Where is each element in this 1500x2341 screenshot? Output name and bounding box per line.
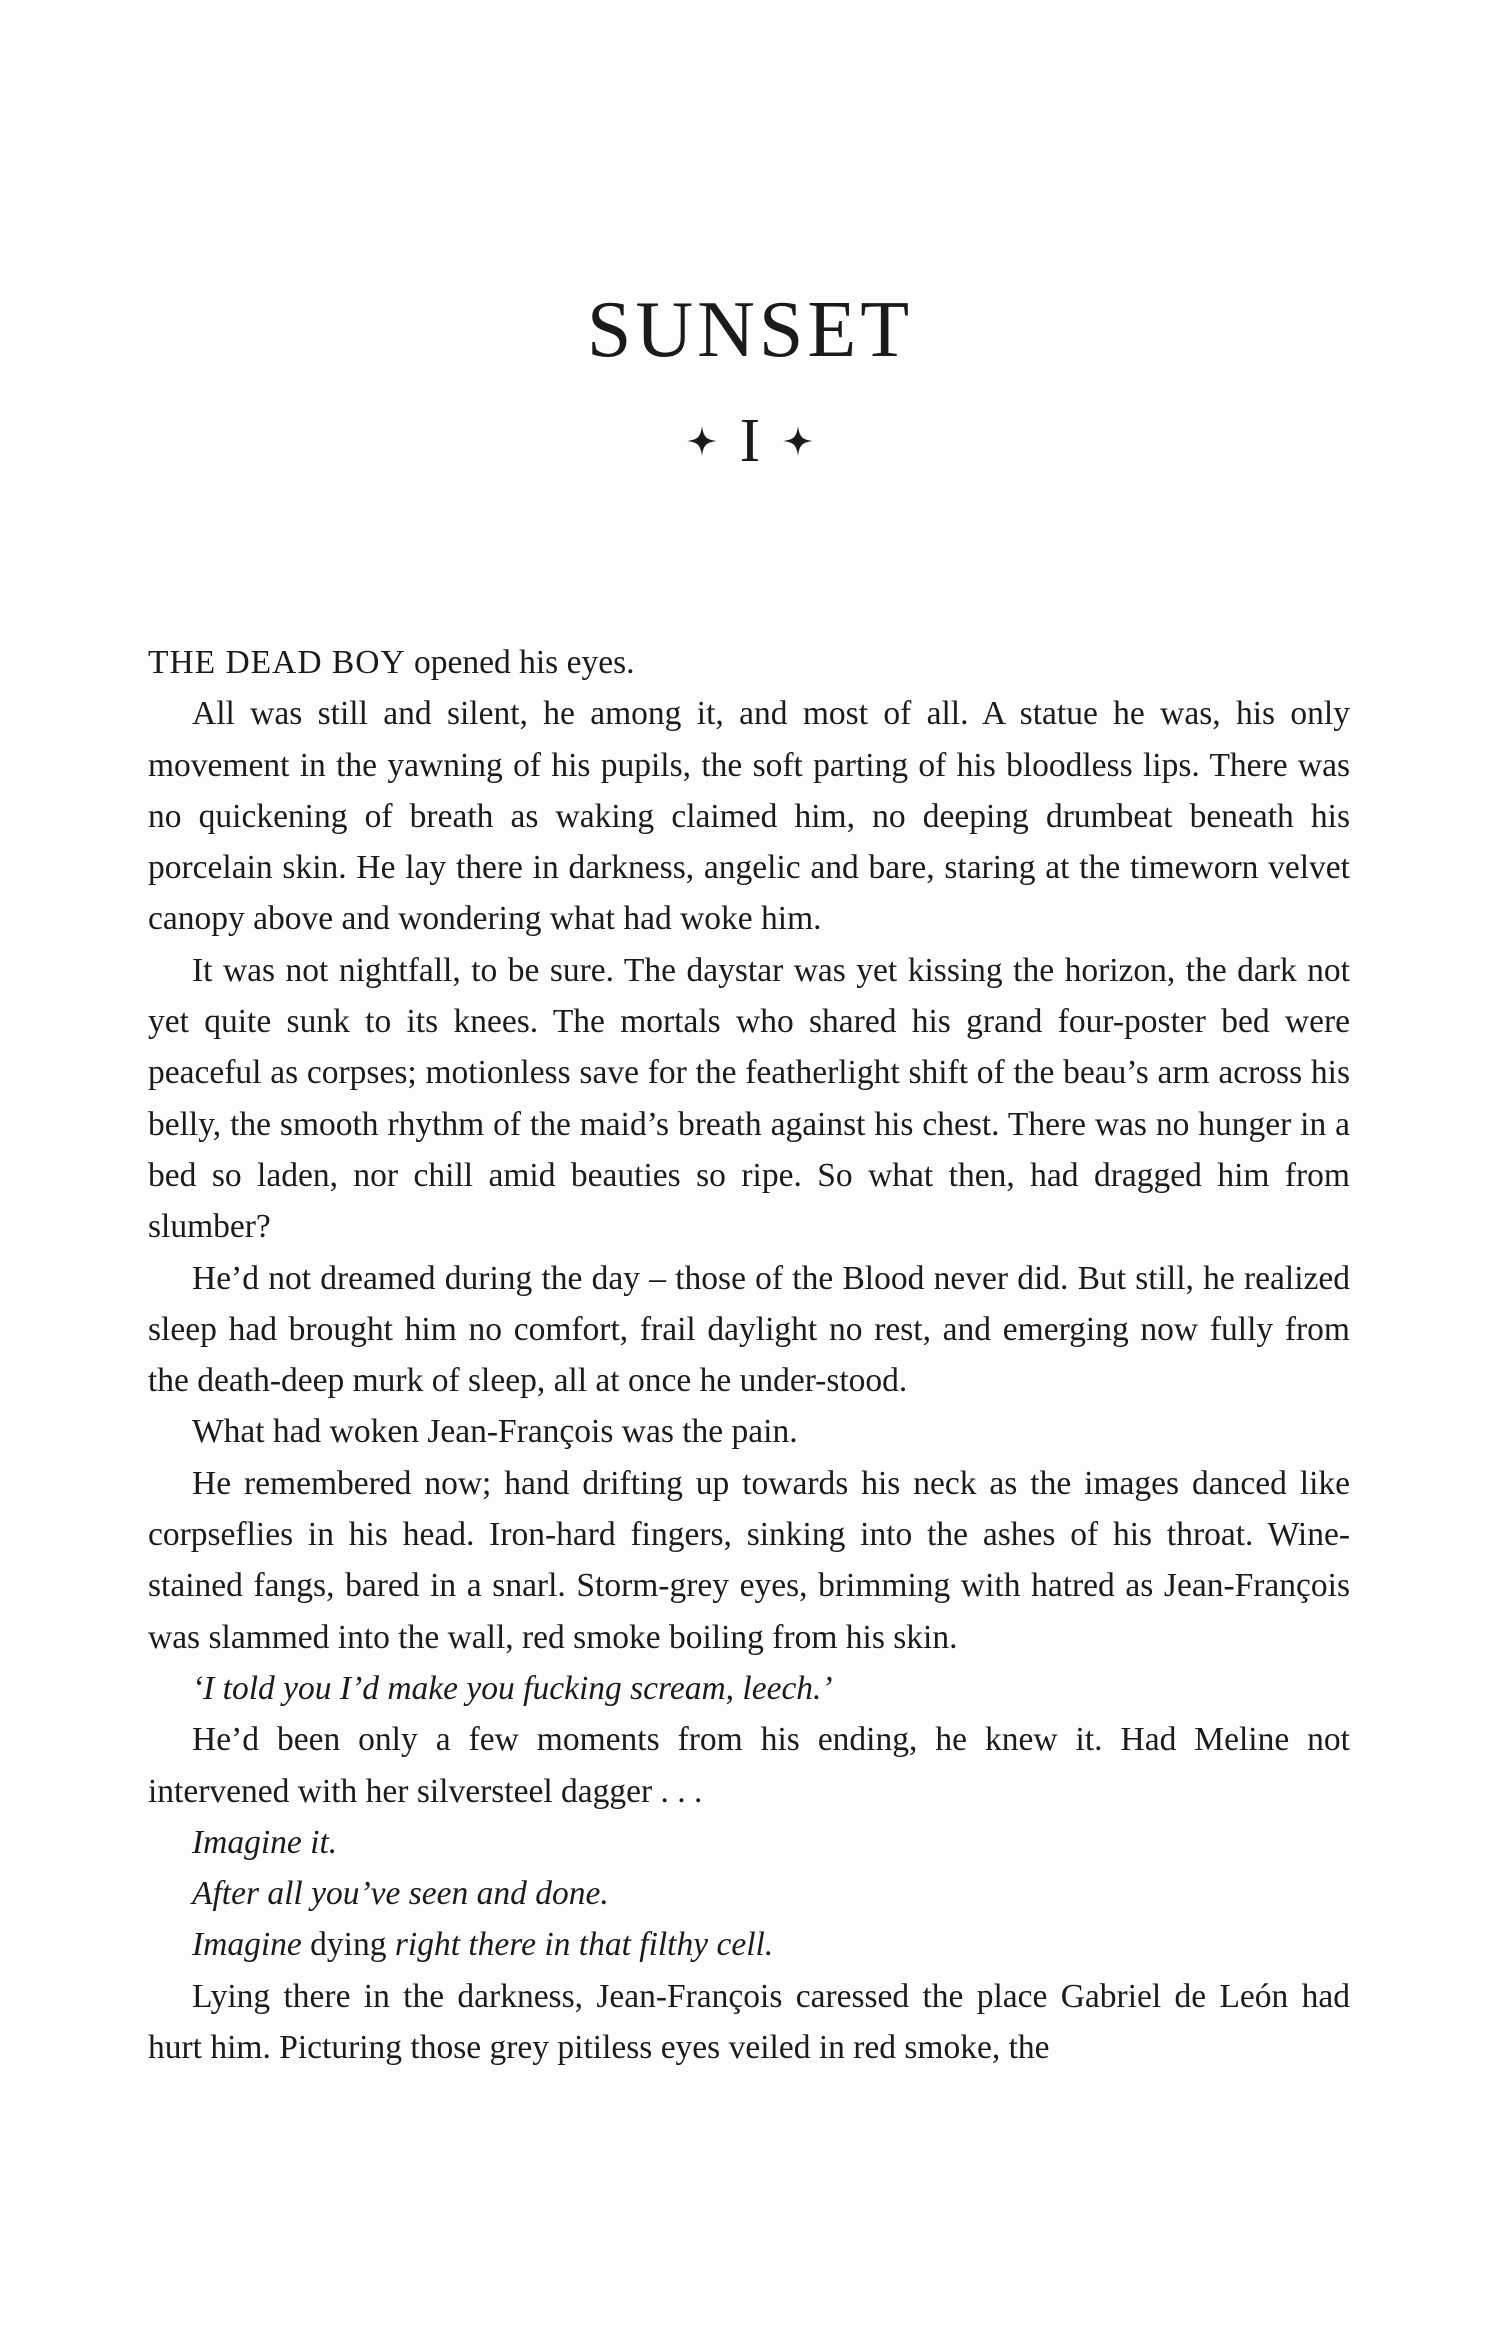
four-point-star-icon [782,425,814,457]
paragraph: He’d been only a few moments from his ending, he knew it. Had Meline not intervened with her silversteel dagger . . . [148,1721,1350,1810]
paragraph-italic-quote [148,1663,1350,1714]
italic-text: Imagine [192,1926,302,1964]
paragraph-italic [148,1817,1350,1868]
chapter-number-row [0,407,1500,475]
quote-text: ‘I told you I’d make you fucking scream, leech.’ [192,1669,833,1707]
body-text [148,637,1350,2073]
italic-text: Imagine it. [192,1823,338,1861]
opening-words: THE DEAD BOY [148,644,406,681]
four-point-star-icon [686,425,718,457]
paragraph: All was still and silent, he among it, and most of all. A statue he was, his only movement in the yawning of his pupils, the soft parting of his bloodless lips. There was no quickening of breath as waking claimed him, no deeping drumbeat beneath his porcelain skin. He lay there in darkness, angelic and bare, staring at the timeworn velvet canopy above and wondering what had woke him. [148,695,1350,938]
paragraph-mixed [148,1919,1350,1970]
roman-text: dying [301,1926,395,1964]
paragraph-text: opened his eyes. [405,644,635,681]
italic-text: right there in that filthy cell. [394,1926,774,1964]
chapter-number: I [739,407,761,475]
chapter-title: SUNSET [586,286,914,374]
paragraph: He remembered now; hand drifting up towards his neck as the images danced like corpseflies in his head. Iron-hard fingers, sinking into the ashes of his throat. Wine-stained fangs, bared in a snarl. Storm-grey eyes, brimming with hatred as Jean-François was slammed into the wall, red smoke boiling from his skin. [148,1464,1350,1656]
paragraph-italic [148,1868,1350,1919]
paragraph: What had woken Jean-François was the pain. [192,1413,798,1451]
paragraph: It was not nightfall, to be sure. The daystar was yet kissing the horizon, the dark not yet quite sunk to its knees. The mortals who shared his grand four-poster bed were peaceful as corpses; motionless save for the featherlight shift of the beau’s arm across his belly, the smooth rhythm of the maid’s breath against his chest. There was no hunger in a bed so laden, nor chill amid beauties so ripe. So what then, had dragged him from slumber? [148,951,1350,1246]
paragraph: He’d not dreamed during the day – those of the Blood never did. But still, he realized sleep had brought him no comfort, frail daylight no rest, and emerging now fully from the death-deep murk of sleep, all at once he under-stood. [148,1259,1350,1400]
paragraph [148,637,1350,688]
paragraph: Lying there in the darkness, Jean-François caressed the place Gabriel de León had hurt him. Picturing those grey pitiless eyes veiled in red smoke, the [148,1977,1350,2067]
italic-text: After all you’ve seen and done. [192,1875,609,1913]
